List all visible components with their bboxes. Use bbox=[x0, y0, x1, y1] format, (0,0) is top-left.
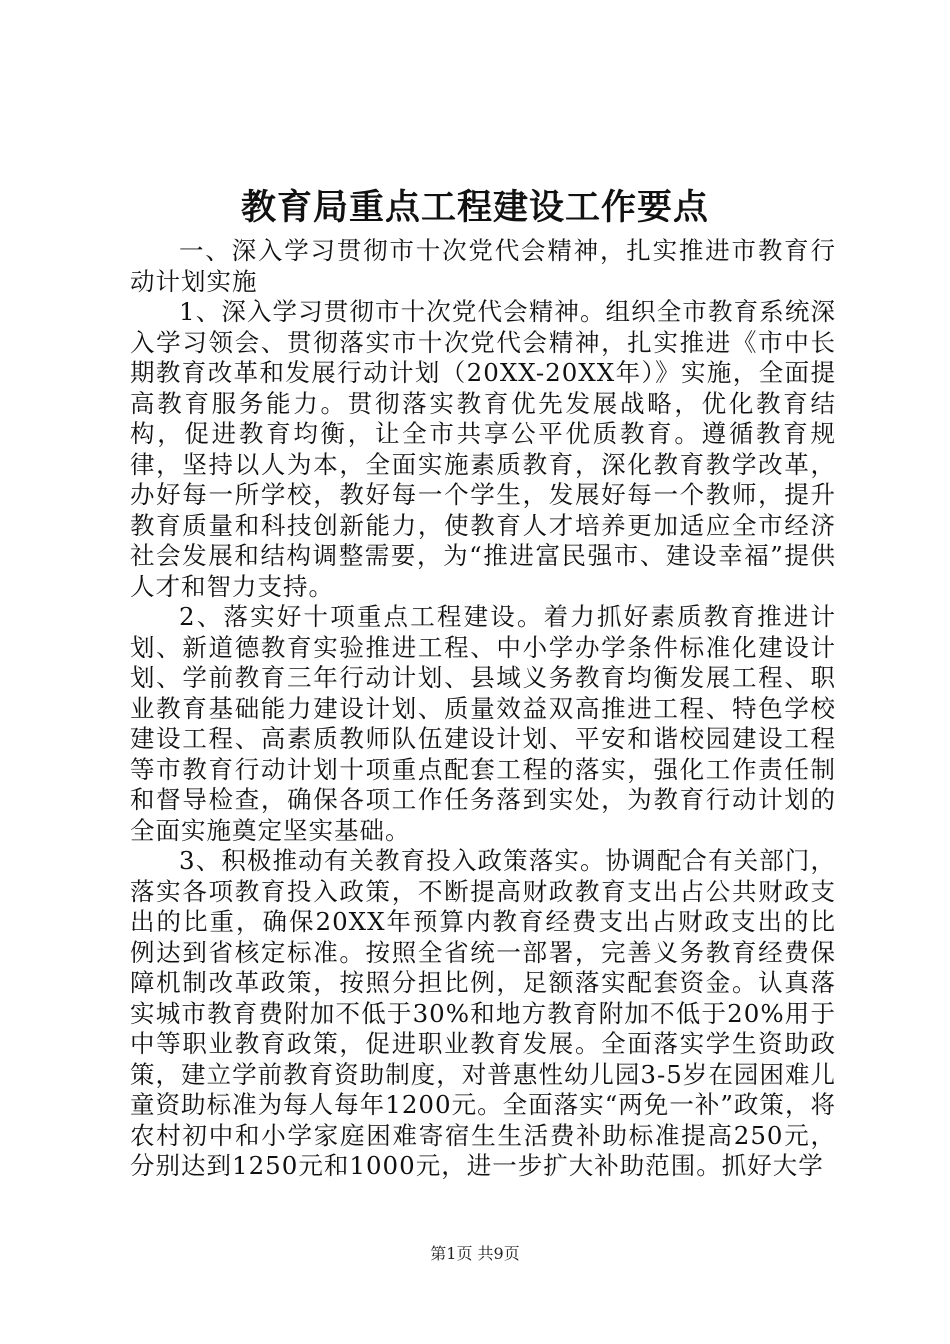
document-title: 教育局重点工程建设工作要点 bbox=[240, 187, 709, 228]
paragraph-3: 3、积极推动有关教育投入政策落实。协调配合有关部门，落实各项教育投入政策，不断提高财政教育支出占公共财政支出的比重，确保20XX年预算内教育经费支出占财政支出的比例达到省核定标准。按照全省统一部署，完善义务教育经费保障机制改革政策，按照分担比例，足额落实配套资金。认真落实城市教育费附加不低于30%和地方教育附加不低于20%用于中等职业教育政策，促进职业教育发展。全面落实学生资助政策，建立学前教育资助制度，对普惠性幼儿园3-5岁在园困难儿童资助标准为每人每年1200元。全面落实“两免一补”政策，将农村初中和小学家庭困难寄宿生生活费补助标准提高250元，分别达到1250元和1000元，进一步扩大补助范围。抓好大学 bbox=[130, 846, 836, 1180]
page-number-indicator: 第1页 共9页 bbox=[430, 1244, 520, 1263]
page-footer bbox=[0, 1244, 950, 1264]
section-heading: 一、深入学习贯彻市十次党代会精神，扎实推进市教育行动计划实施 bbox=[130, 236, 836, 296]
paragraph-2: 2、落实好十项重点工程建设。着力抓好素质教育推进计划、新道德教育实验推进工程、中小学办学条件标准化建设计划、学前教育三年行动计划、县域义务教育均衡发展工程、职业教育基础能力建设计划、质量效益双高推进工程、特色学校建设工程、高素质教师队伍建设计划、平安和谐校园建设工程等市教育行动计划十项重点配套工程的落实，强化工作责任制和督导检查，确保各项工作任务落到实处，为教育行动计划的全面实施奠定坚实基础。 bbox=[130, 602, 836, 845]
paragraph-1: 1、深入学习贯彻市十次党代会精神。组织全市教育系统深入学习领会、贯彻落实市十次党代会精神，扎实推进《市中长期教育改革和发展行动计划（20XX-20XX年）》实施，全面提高教育服务能力。贯彻落实教育优先发展战略，优化教育结构，促进教育均衡，让全市共享公平优质教育。遵循教育规律，坚持以人为本，全面实施素质教育，深化教育教学改革，办好每一所学校，教好每一个学生，发展好每一个教师，提升教育质量和科技创新能力，使教育人才培养更加适应全市经济社会发展和结构调整需要，为“推进富民强市、建设幸福”提供人才和智力支持。 bbox=[130, 297, 836, 601]
document-body bbox=[130, 236, 836, 1182]
